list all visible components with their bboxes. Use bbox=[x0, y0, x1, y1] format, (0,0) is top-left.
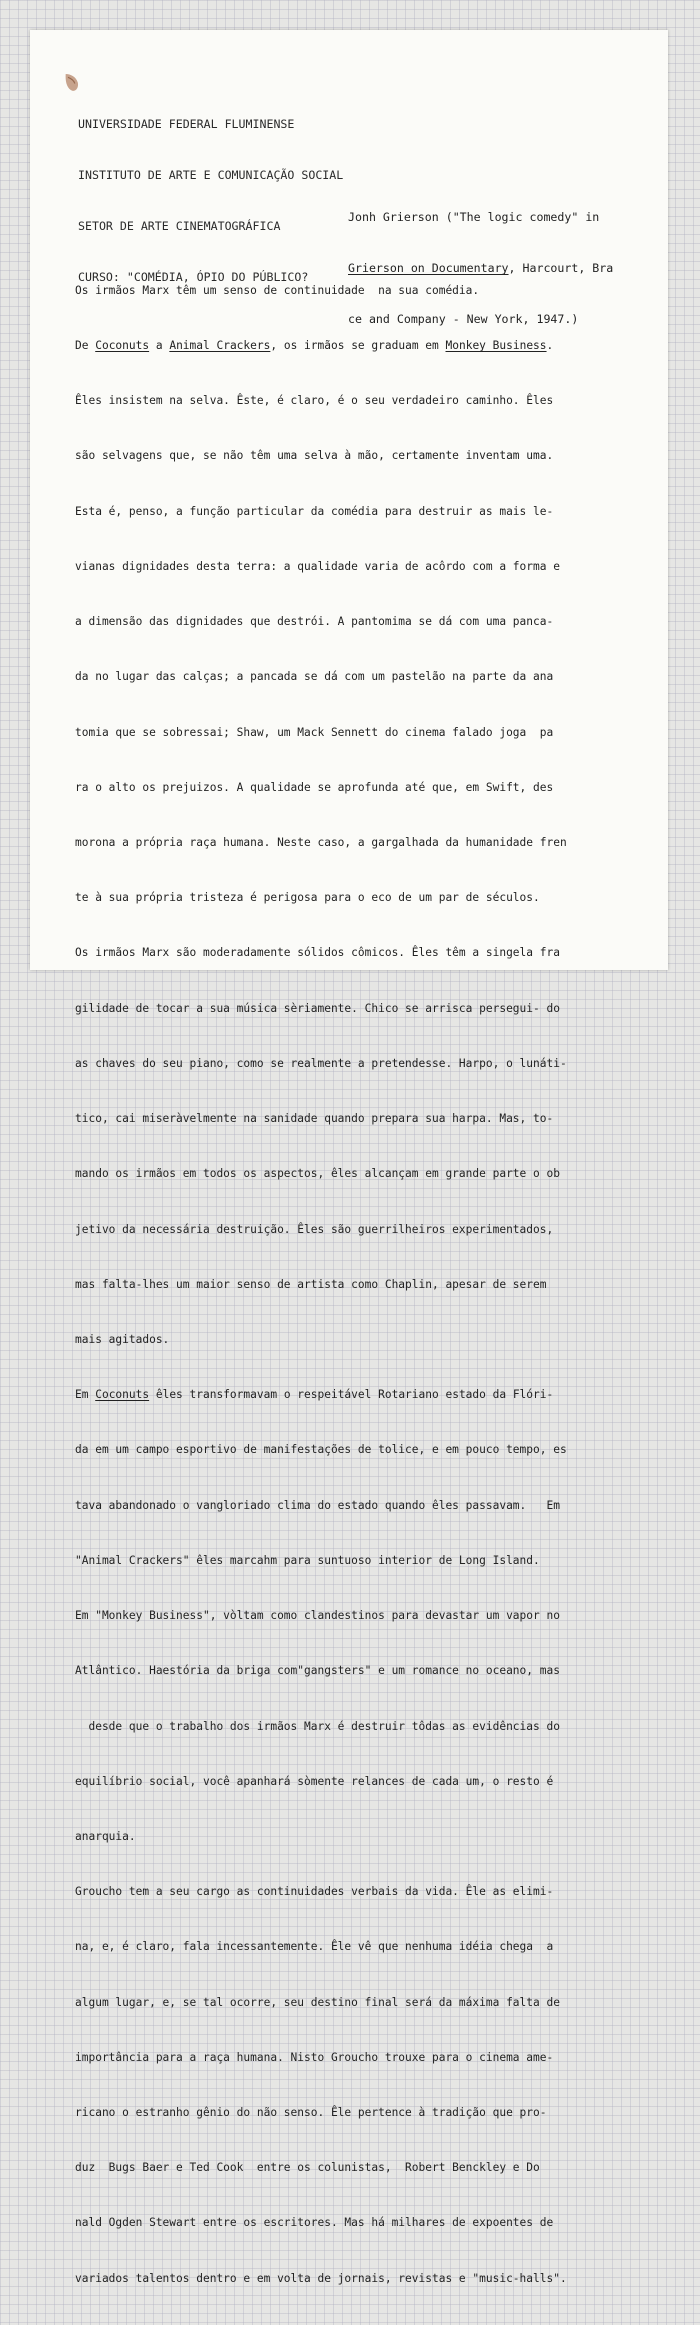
body-line: equilíbrio social, você apanhará sòmente relances de cada um, o resto é bbox=[75, 1774, 554, 1788]
body-line: Êles insistem na selva. Êste, é claro, é o seu verdadeiro caminho. Êles bbox=[75, 394, 554, 408]
citation-publisher: , Harcourt, Bra bbox=[508, 261, 614, 275]
header-line-institute: INSTITUTO DE ARTE E COMUNICAÇÃO SOCIAL bbox=[78, 168, 344, 182]
header-line-course: CURSO: "COMÉDIA, ÓPIO DO PÚBLICO? bbox=[78, 270, 309, 284]
body-line: ricano o estranho gênio do não senso. Êle pertence à tradição que pro- bbox=[75, 2106, 547, 2120]
citation-book-title: Grierson on Documentary bbox=[348, 261, 509, 275]
body-line: nald Ogden Stewart entre os escritores. Mas há milhares de expoentes de bbox=[75, 2216, 554, 2230]
text-run: Em bbox=[75, 1388, 96, 1402]
body-line: Em "Monkey Business", vòltam como clandestinos para devastar um vapor no bbox=[75, 1609, 560, 1623]
body-line: mais agitados. bbox=[75, 1332, 170, 1346]
body-text bbox=[75, 245, 655, 2325]
citation-line-3: ce and Company - New York, 1947.) bbox=[348, 312, 579, 326]
body-line: tava abandonado o vangloriado clima do estado quando êles passavam. Em bbox=[75, 1498, 560, 1512]
body-line: a dimensão das dignidades que destrói. A pantomima se dá com uma panca- bbox=[75, 615, 554, 629]
text-run: êles transformavam o respeitável Rotariano estado da Flóri- bbox=[149, 1388, 554, 1402]
body-line: Groucho tem a seu cargo as continuidades verbais da vida. Êle as elimi- bbox=[75, 1885, 554, 1899]
body-line: tico, cai miseràvelmente na sanidade quando prepara sua harpa. Mas, to- bbox=[75, 1112, 554, 1126]
film-title-monkey-business: Monkey Business bbox=[445, 339, 547, 353]
body-line: algum lugar, e, se tal ocorre, seu destino final será da máxima falta de bbox=[75, 1995, 560, 2009]
body-line: vianas dignidades desta terra: a qualidade varia de acôrdo com a forma e bbox=[75, 559, 560, 573]
film-title-animal-crackers: Animal Crackers bbox=[169, 339, 271, 353]
body-line: mando os irmãos em todos os aspectos, êles alcançam em grande parte o ob bbox=[75, 1167, 560, 1181]
body-line: Os irmãos Marx são moderadamente sólidos cômicos. Êles têm a singela fra bbox=[75, 946, 560, 960]
text-run: . bbox=[546, 339, 554, 353]
body-line: da no lugar das calças; a pancada se dá com um pastelão na parte da ana bbox=[75, 670, 554, 684]
header-line-university: UNIVERSIDADE FEDERAL FLUMINENSE bbox=[78, 117, 295, 131]
text-run: De bbox=[75, 339, 96, 353]
body-line: Atlântico. Haestória da briga com"gangsters" e um romance no oceano, mas bbox=[75, 1664, 560, 1678]
film-title-coconuts: Coconuts bbox=[95, 1388, 150, 1402]
body-line: importância para a raça humana. Nisto Groucho trouxe para o cinema ame- bbox=[75, 2050, 554, 2064]
body-line: anarquia. bbox=[75, 1829, 136, 1843]
body-line: Os irmãos Marx têm um senso de continuidade na sua comédia. bbox=[75, 283, 480, 297]
body-line: duz Bugs Baer e Ted Cook entre os colunistas, Robert Benckley e Do bbox=[75, 2161, 540, 2175]
body-line: da em um campo esportivo de manifestações de tolice, e em pouco tempo, es bbox=[75, 1443, 567, 1457]
body-line: gilidade de tocar a sua música sèriamente. Chico se arrisca persegui- do bbox=[75, 1001, 560, 1015]
body-line: Esta é, penso, a função particular da comédia para destruir as mais le- bbox=[75, 504, 554, 518]
citation-line-1: Jonh Grierson ("The logic comedy" in bbox=[348, 210, 600, 224]
typewritten-page bbox=[30, 30, 668, 2285]
body-line: jetivo da necessária destruição. Êles são guerrilheiros experimentados, bbox=[75, 1222, 554, 1236]
body-line: são selvagens que, se não têm uma selva à mão, certamente inventam uma. bbox=[75, 449, 554, 463]
body-line: as chaves do seu piano, como se realmente a pretendesse. Harpo, o lunáti- bbox=[75, 1056, 567, 1070]
text-run: , os irmãos se graduam em bbox=[270, 339, 446, 353]
body-line: variados talentos dentro e em volta de jornais, revistas e "music-halls". bbox=[75, 2271, 567, 2285]
body-line: mas falta-lhes um maior senso de artista como Chaplin, apesar de serem bbox=[75, 1277, 547, 1291]
body-line: te à sua própria tristeza é perigosa para o eco de um par de séculos. bbox=[75, 891, 540, 905]
body-line bbox=[75, 337, 655, 355]
body-line: tomia que se sobressai; Shaw, um Mack Sennett do cinema falado joga pa bbox=[75, 725, 554, 739]
header-line-sector: SETOR DE ARTE CINEMATOGRÁFICA bbox=[78, 219, 281, 233]
body-line bbox=[75, 1386, 655, 1404]
body-line: na, e, é claro, fala incessantemente. Êle vê que nenhuma idéia chega a bbox=[75, 1940, 554, 1954]
body-line: ra o alto os prejuizos. A qualidade se aprofunda até que, em Swift, des bbox=[75, 780, 554, 794]
text-run: a bbox=[149, 339, 170, 353]
body-line: "Animal Crackers" êles marcahm para suntuoso interior de Long Island. bbox=[75, 1553, 540, 1567]
body-line: morona a própria raça humana. Neste caso, a gargalhada da humanidade fren bbox=[75, 836, 567, 849]
film-title-coconuts: Coconuts bbox=[95, 339, 150, 353]
body-line: desde que o trabalho dos irmãos Marx é destruir tôdas as evidências do bbox=[75, 1719, 560, 1733]
